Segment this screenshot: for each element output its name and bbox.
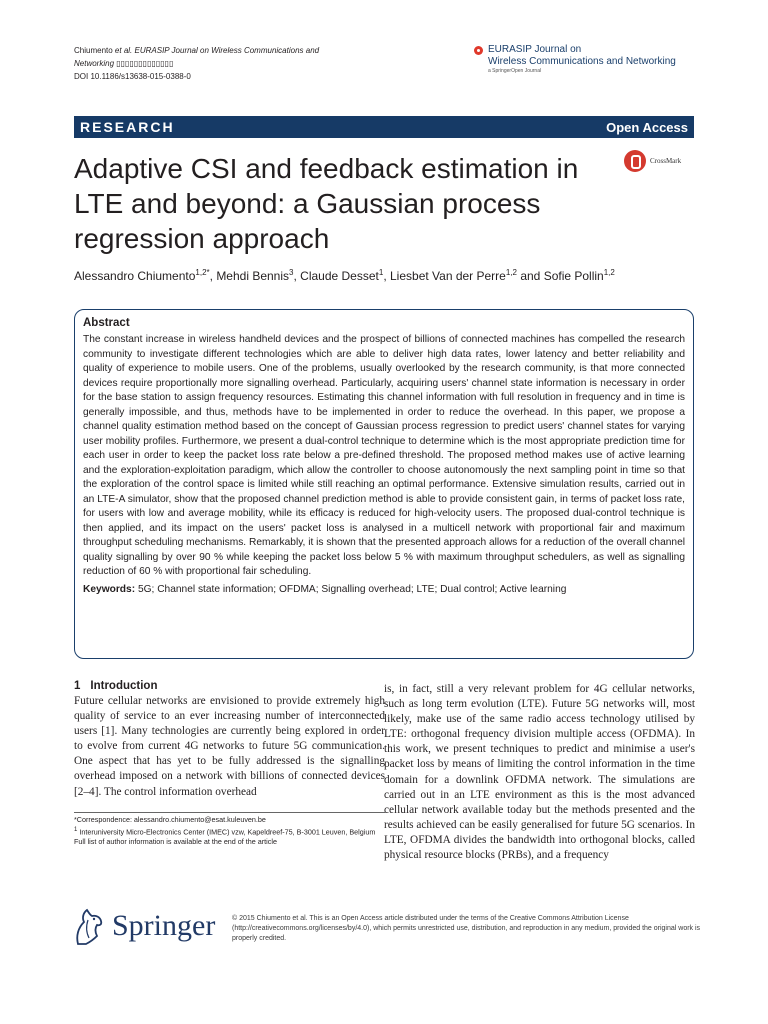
author-name[interactable]: Liesbet Van der Perre — [390, 269, 506, 283]
eurasip-logo-icon — [474, 46, 483, 55]
journal-logo-line3: a SpringerOpen Journal — [488, 68, 542, 74]
springer-horse-icon — [70, 906, 106, 946]
header-authors: Chiumento — [74, 46, 113, 55]
license-text: © 2015 Chiumento et al. This is an Open Access article distributed under the terms of the Creative Commons Attribution License (http://creativecommons.org/licenses/by/4.0), which permits unrestricted use, distribution, and reproduction in any medium, provided the original work is properly credited. — [232, 915, 701, 942]
crossmark-icon — [624, 150, 646, 172]
author-name[interactable]: Mehdi Bennis — [216, 269, 290, 283]
intro-paragraph: Future cellular networks are envisioned to provide extremely high quality of service to an ever increasing number of interconnected users [1]. Many technologies are currently being explored in order to evolve from current 4G networks to future 5G communication. One aspect that has yet to be fully addressed is the signalling overhead imposed on a network with billions of connected devices [2–4]. The control information overhead — [74, 695, 385, 798]
header-journal-cont: Networking — [74, 59, 115, 68]
header-etal: et al. — [114, 46, 133, 55]
article-title: Adaptive CSI and feedback estimation in LTE and beyond: a Gaussian process regression approach — [74, 153, 579, 254]
affiliation-text: Interuniversity Micro-Electronics Center (IMEC) vzw, Kapeldreef-75, B-3001 Leuven, Belgium — [79, 827, 376, 837]
abstract-text: The constant increase in wireless handheld devices and the prospect of billions of connected machines has compelled the research community to investigate different technologies which are able to deliver high data rates, lower latency and better reliability and quality of experience to mobile users. One of the problems, usually overlooked by the research community, is that more connected devices require proportionally more signalling overhead. Particularly, acquiring users' channel state information is necessary in order for the base station to assign frequency resources. Estimating this channel information with full resolution in frequency and in time is generally impossible, and thus, methods have to be implemented in order to reduce the overhead. In this paper, we propose a channel quality estimation method based on the concept of Gaussian process regression to predict users' channel states for varying user mobility profiles. Furthermore, we present a dual-control technique to determine which is the most appropriate prediction time for each user in order to keep the packet loss rate below a pre-defined threshold. The proposed method makes use of active learning and the exploration-exploitation paradigm, which allow the controller to choose autonomously the next sampling point in time so that the exploration of the control space is limited while still reaching an optimal performance. Extensive simulation results, carried out in an LTE-A simulator, show that the proposed channel prediction method is able to provide consistent gain, in terms of packet loss rate, for users with low and average mobility, while its efficacy is reduced for high-velocity users. The proposed dual-control technique is then applied, and its impact on the users' packet loss is analysed in a multicell network with proportional fair and maximum throughput scheduling mechanisms. Remarkably, it is shown that the presented approach allows for a reduction of the overall channel quality signalling by over 90 % while keeping the packet loss below 5 % with maximum throughput schedulers, as well as signalling reduction of 60 % with proportional fair scheduling. — [83, 334, 685, 577]
body-column-left — [74, 679, 385, 800]
section-label: RESEARCH — [80, 119, 175, 135]
publisher-name: Springer — [112, 909, 216, 942]
separator: , — [209, 269, 217, 283]
keywords-list: 5G; Channel state information; OFDMA; Signalling overhead; LTE; Dual control; Active learning — [137, 583, 567, 595]
author-name[interactable]: Alessandro Chiumento — [74, 269, 196, 283]
keywords — [83, 583, 685, 598]
author-list — [74, 265, 714, 284]
running-header — [74, 44, 394, 83]
header-doi[interactable]: DOI 10.1186/s13638-015-0388-0 — [74, 72, 191, 81]
author-name[interactable]: Claude Desset — [300, 269, 379, 283]
author-affiliation: 1,2 — [505, 268, 517, 277]
header-journal: EURASIP Journal on Wireless Communications and — [134, 46, 320, 55]
author-name[interactable]: Sofie Pollin — [543, 269, 604, 283]
journal-logo-line2: Wireless Communications and Networking — [488, 56, 676, 67]
section-title: Introduction — [90, 680, 158, 692]
author-affiliation: 3 — [289, 268, 294, 277]
separator: , — [293, 269, 301, 283]
separator: , — [383, 269, 390, 283]
header-pages: ▯▯▯▯▯▯▯▯▯▯▯▯▯ — [116, 59, 174, 68]
footnotes — [74, 812, 385, 847]
body-column-right — [384, 682, 695, 863]
affiliation-number: 1 — [74, 827, 78, 833]
open-access-label: Open Access — [606, 119, 688, 135]
author-affiliation: 1 — [378, 268, 384, 277]
abstract-box — [74, 309, 694, 659]
crossmark-button[interactable] — [624, 150, 704, 172]
separator: and — [516, 269, 544, 283]
publisher-logo — [70, 906, 215, 946]
crossmark-label: CrossMark — [650, 157, 682, 165]
correspondence-note[interactable]: *Correspondence: alessandro.chiumento@esat.kuleuven.be — [74, 815, 266, 824]
keywords-label: Keywords: — [83, 583, 136, 595]
abstract-heading: Abstract — [83, 317, 130, 329]
journal-logo — [474, 44, 704, 75]
author-affiliation: 1,2* — [195, 268, 210, 277]
section-heading — [74, 679, 385, 694]
section-number: 1 — [74, 680, 81, 692]
journal-logo-line1: EURASIP Journal on — [488, 44, 582, 55]
intro-paragraph-cont: is, in fact, still a very relevant problem for 4G cellular networks, such as long term evolution (LTE). Future 5G networks will, most likely, make use of the same radio access technology utilised by LTE: orthogonal frequency division multiple access (OFDMA). In this work, we present techniques to predict and minimise a user's packet loss by means of limiting the control information in the time domain for a downlink OFDMA network. The simulations are carried out in an LTE environment as this is the most advanced cellular network available today but the methods presented and the results achieved can be easily generalised for future 5G scenarios. In LTE, OFDMA divides the bandwidth into orthogonal blocks, called physical resource blocks (PRBs), and a frequency — [384, 683, 695, 862]
author-info-note: Full list of author information is available at the end of the article — [74, 837, 277, 847]
article-type-banner — [74, 116, 694, 138]
affiliation-note — [74, 825, 385, 837]
author-affiliation: 1,2 — [603, 268, 615, 277]
